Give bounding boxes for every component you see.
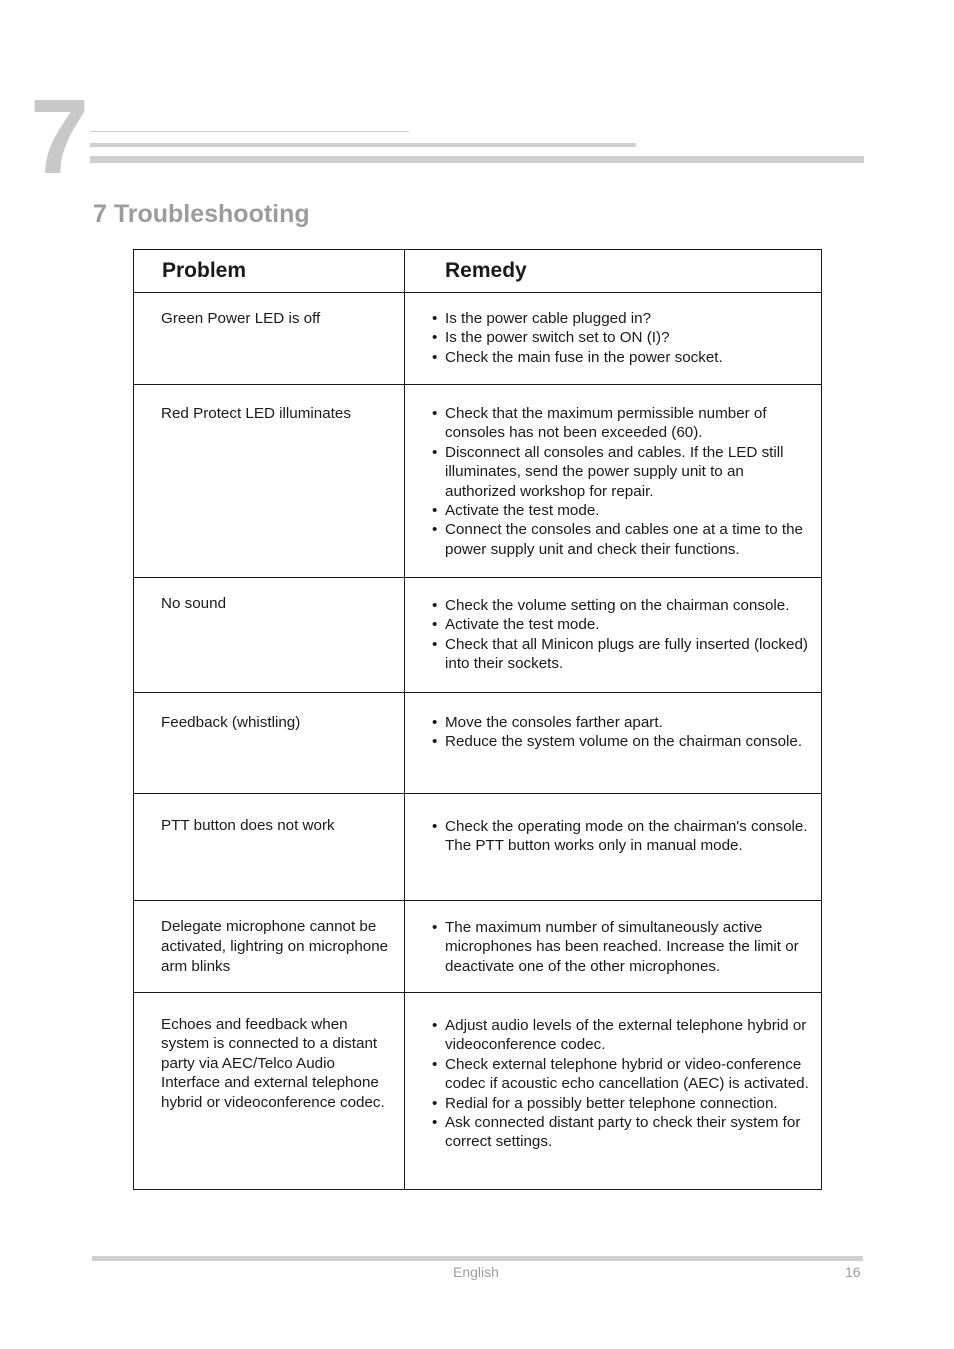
remedy-item: • Redial for a possibly better telephone connection. xyxy=(431,1094,817,1113)
footer-language: English xyxy=(453,1264,499,1280)
remedy-item: • Activate the test mode. xyxy=(431,615,817,634)
remedy-list xyxy=(431,713,817,752)
remedy-cell xyxy=(405,293,822,385)
chapter-number: 7 xyxy=(30,78,87,196)
remedy-list xyxy=(431,817,817,856)
table-row xyxy=(134,693,822,794)
remedy-item: • Check that all Minicon plugs are fully inserted (locked) into their sockets. xyxy=(431,635,817,674)
remedy-cell xyxy=(405,993,822,1190)
problem-cell: Delegate microphone cannot be activated, lightring on microphone arm blinks xyxy=(134,901,405,993)
table-row xyxy=(134,901,822,993)
table-row xyxy=(134,794,822,901)
remedy-item: • Check that the maximum permissible number of consoles has not been exceeded (60). xyxy=(431,404,817,443)
problem-cell: Feedback (whistling) xyxy=(134,693,405,794)
remedy-item: • Ask connected distant party to check their system for correct settings. xyxy=(431,1113,817,1152)
header-rule-thin xyxy=(90,131,409,132)
remedy-item: • Activate the test mode. xyxy=(431,501,817,520)
column-header-remedy: Remedy xyxy=(405,250,822,293)
table-row xyxy=(134,993,822,1190)
problem-cell: Echoes and feedback when system is connected to a distant party via AEC/Telco Audio Interface and external telephone hybrid or videoconference codec. xyxy=(134,993,405,1190)
page-number: 16 xyxy=(845,1264,861,1280)
remedy-cell xyxy=(405,385,822,578)
column-header-problem: Problem xyxy=(134,250,405,293)
remedy-item: • Check the operating mode on the chairman's console. The PTT button works only in manual mode. xyxy=(431,817,817,856)
problem-cell: PTT button does not work xyxy=(134,794,405,901)
remedy-item: • Check the volume setting on the chairman console. xyxy=(431,596,817,615)
table-header-row xyxy=(134,250,822,293)
remedy-item: • Is the power cable plugged in? xyxy=(431,309,817,328)
table-row xyxy=(134,578,822,693)
remedy-list xyxy=(431,596,817,674)
remedy-item: • The maximum number of simultaneously active microphones has been reached. Increase the limit or deactivate one of the other microphones. xyxy=(431,918,817,976)
remedy-cell xyxy=(405,901,822,993)
remedy-item: • Move the consoles farther apart. xyxy=(431,713,817,732)
problem-cell: No sound xyxy=(134,578,405,693)
remedy-item: • Disconnect all consoles and cables. If the LED still illuminates, send the power supply unit to an authorized workshop for repair. xyxy=(431,443,817,501)
remedy-cell xyxy=(405,578,822,693)
remedy-list xyxy=(431,918,817,976)
remedy-item: • Check external telephone hybrid or video-conference codec if acoustic echo cancellation (AEC) is activated. xyxy=(431,1055,817,1094)
problem-cell: Red Protect LED illuminates xyxy=(134,385,405,578)
remedy-cell xyxy=(405,794,822,901)
remedy-cell xyxy=(405,693,822,794)
remedy-list xyxy=(431,404,817,559)
remedy-item: • Check the main fuse in the power socket. xyxy=(431,348,817,367)
table-row xyxy=(134,293,822,385)
remedy-list xyxy=(431,309,817,367)
header-rule-thick xyxy=(90,156,864,163)
remedy-item: • Adjust audio levels of the external telephone hybrid or videoconference codec. xyxy=(431,1016,817,1055)
table-row xyxy=(134,385,822,578)
header-rule-medium xyxy=(90,143,636,147)
footer-rule xyxy=(92,1256,863,1261)
problem-cell: Green Power LED is off xyxy=(134,293,405,385)
troubleshooting-table xyxy=(133,249,822,1190)
section-title: 7 Troubleshooting xyxy=(93,200,310,228)
remedy-list xyxy=(431,1016,817,1152)
remedy-item: • Reduce the system volume on the chairman console. xyxy=(431,732,817,751)
remedy-item: • Is the power switch set to ON (I)? xyxy=(431,328,817,347)
remedy-item: • Connect the consoles and cables one at a time to the power supply unit and check their functions. xyxy=(431,520,817,559)
